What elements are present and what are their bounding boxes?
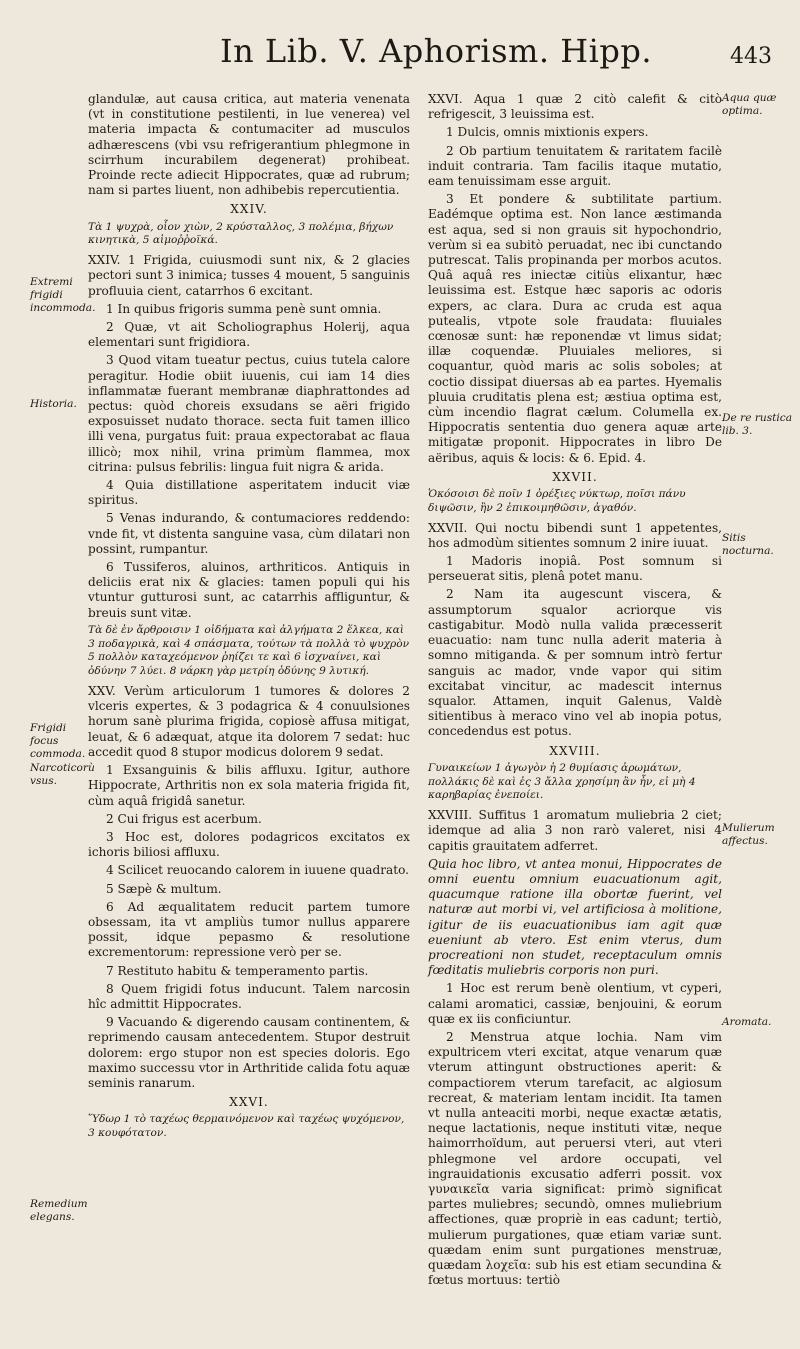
margin-note: Extremi frigidi incommoda. — [30, 276, 96, 314]
commentary-paragraph: 5 Sæpè & multum. — [106, 881, 222, 896]
running-head: In Lib. V. Aphorism. Hipp. — [220, 32, 652, 70]
greek-text: Γυναικείων 1 ἀγωγὸν ἡ 2 θυμίασις ἀρωμάτων, πολλάκις δὲ καὶ ἐς 3 ἄλλα χρησίμη ἂν ἦν, εἰ μὴ 4 καρηβαρίας ἐνεποίει. — [428, 761, 696, 802]
commentary-paragraph: 1 In quibus frigoris summa penè sunt omnia. — [106, 301, 382, 316]
greek-text: Τὰ 1 ψυχρὰ, οἷον χιὼν, 2 κρύσταλλος, 3 πολέμια, βήχων κινητικὰ, 5 αἱμοῤῥοϊκά. — [88, 220, 394, 247]
commentary-paragraph: 2 Nam ita augescunt viscera, & assumptorum squalor acriorque vis castigabitur. Modò nulla valida præcesserit euacuatio: nam tunc nulla aderit materia à somno mitiganda. & per somnum intrò fertur sanguis ac mador, vnde vapor qui sitim excitabat vincitur, ac madescit internus squalor. Attamen, inquit Galenus, Valdè sitientibus à meraco vino vel ab inopia potus, concedendus est potus. — [428, 587, 722, 739]
commentary-paragraph: 2 Cui frigus est acerbum. — [106, 811, 262, 826]
commentary-paragraph: 5 Venas indurando, & contumaciores reddendo: vnde fit, vt distenta sanguine vasa, cùm dilatari non possint, rumpantur. — [88, 511, 410, 556]
aphorism-text: XXVI. Aqua 1 quæ 2 citò calefit & citò refrigescit, 3 leuissima est. — [428, 92, 722, 122]
margin-note: De re rustica lib. 3. — [722, 412, 793, 437]
right-column — [428, 92, 722, 1291]
aphorism-text: XXVII. Qui noctu bibendi sunt 1 appetentes, hos admodùm sitientes somnum 2 inire iuuat. — [428, 520, 722, 550]
commentary-paragraph: 3 Quod vitam tueatur pectus, cuius tutela calore peragitur. Hodie obiit iuuenis, cui iam 14 dies inflammatæ fuerant membranæ diaphrattondes ad pectus: quòd choreis exsudans se aëri frigido exposuisset nudato thorace. secta fuit tamen illico illi vena, purgatus fuit: praua expectorabat ac flaua illicò; mox nihil, vrina primùm flammea, mox citrina: pulsus febrilis: lingua fuit nigra & arida. — [88, 353, 410, 474]
italic-commentary: Quia hoc libro, vt antea monui, Hippocrates de omni euentu omnium euacuationum agit, quacumque ratione illa obortæ fuerint, vel naturæ aut morbi vi, vel artificiosa à molitione, igitur de iis euacuationibus iam agit quæ eueniunt ab vtero. Est enim vterus, dum procreationi non studet, receptaculum omnis fœditatis muliebris corporis non puri. — [428, 856, 722, 978]
commentary-paragraph: 1 Exsanguinis & bilis affluxu. Igitur, authore Hippocrate, Arthritis non ex sola materia frigida fit, cùm aquâ frigidâ sanetur. — [88, 763, 410, 808]
greek-text: Ὕδωρ 1 τὸ ταχέως θερμαινόμενον καὶ ταχέως ψυχόμενον, 3 κουφότατον. — [88, 1113, 405, 1140]
margin-note: Remedium elegans. — [30, 1198, 88, 1223]
left-column — [88, 92, 410, 1146]
greek-text: Ὁκόσοισι δὲ ποῖν 1 ὀρέξιες νύκτωρ, ποῖσι πάνυ διψῶσιν, ἢν 2 ἐπικοιμηθῶσιν, ἀγαθόν. — [428, 488, 686, 514]
commentary-paragraph: 1 Madoris inopiâ. Post somnum si perseuerat sitis, plenâ potet manu. — [428, 554, 722, 584]
commentary-paragraph: 9 Vacuando & digerendo causam continentem, & reprimendo causam antecedentem. Stupor destruit dolorem: ergo stupor non est species doloris. Ego maximo successu vtor in Arthritide calida fotu aquæ seminis ranarum. — [88, 1015, 410, 1090]
commentary-paragraph: 2 Ob partium tenuitatem & raritatem facilè induit contraria. Tam facilis itaque mutatio, eam tenuissimam esse arguit. — [428, 143, 722, 189]
section-number: XXVI. — [229, 1095, 269, 1110]
commentary-paragraph: 6 Ad æqualitatem reducit partem tumore obsessam, ita vt ampliùs tumor nullus apparere possit, idque pepasmo & resolutione excrementorum: repressione verò per se. — [88, 899, 410, 960]
commentary-paragraph: 6 Tussiferos, aluinos, arthriticos. Antiquis in deliciis erat nix & glacies: tamen populi qui his vtuntur gutturosi sunt, ac catarrhis affliguntur, & breuis sunt vitæ. — [88, 560, 410, 620]
commentary-paragraph: 3 Hoc est, dolores podagricos excitatos ex ichoris biliosi affluxu. — [88, 829, 410, 860]
commentary-paragraph: 2 Quæ, vt ait Scholiographus Holerij, aqua elementari sunt frigidiora. — [88, 320, 410, 350]
commentary-paragraph: 4 Quia distillatione asperitatem inducit viæ spiritus. — [88, 478, 410, 508]
page-number: 443 — [730, 44, 772, 69]
commentary-paragraph: 4 Scilicet reuocando calorem in iuuene quadrato. — [106, 863, 410, 878]
greek-text: Τὰ δὲ ἐν ἄρθροισιν 1 οἰδήματα καὶ ἀλγήματα 2 ἕλκεα, καὶ 3 ποδαγρικὰ, καὶ 4 σπάσματα, τούτων τὰ πολλὰ τὸ ψυχρὸν 5 πολλὸν καταχεόμενον ῥηίζει τε καὶ 6 ἰσχναίνει, καὶ ὀδύνην 7 λύει. 8 νάρκη γὰρ μετρίη ὀδύνης 9 λυτική. — [88, 623, 410, 678]
margin-note: Aqua quæ optima. — [722, 92, 777, 117]
commentary-paragraph: 8 Quem frigidi fotus inducunt. Talem narcosin hîc admittit Hippocrates. — [88, 981, 410, 1011]
margin-note: Aromata. — [722, 1016, 772, 1028]
section-number: XXVIII. — [549, 743, 601, 758]
aphorism-text: XXIV. 1 Frigida, cuiusmodi sunt nix, & 2 glacies pectori sunt 3 inimica; tusses 4 mouent, 5 sanguinis profluuia cient, catarrhos 6 excitant. — [88, 253, 410, 298]
aphorism-text: XXV. Verùm articulorum 1 tumores & dolores 2 vlceris expertes, & 3 podagrica & 4 conuulsiones horum sanè plurima frigida, copiosè affusa mitigat, leuat, & 6 adæquat, atque ita dolorem 7 sedat: huc accedit quod 8 stupor modicus dolorem 9 sedat. — [88, 684, 410, 759]
margin-note: Mulierum affectus. — [722, 822, 775, 847]
margin-note: Sitis nocturna. — [722, 532, 774, 557]
margin-note: Narcoticorù vsus. — [30, 762, 95, 787]
margin-note: Frigidi focus commoda. — [30, 722, 86, 760]
margin-note: Historia. — [30, 398, 77, 410]
commentary-paragraph: 1 Dulcis, omnis mixtionis expers. — [446, 125, 649, 140]
commentary-paragraph: 1 Hoc est rerum benè olentium, vt cyperi, calami aromatici, cassiæ, benjouini, & eorum quæ ex iis conficiuntur. — [428, 981, 722, 1026]
section-number: XXVII. — [552, 469, 598, 484]
aphorism-text: glandulæ, aut causa critica, aut materia venenata (vt in constitutione pestilenti, in lue venerea) vel materia impacta & contumaciter ad musculos adhærescens (vbi vsu refrigerantium phlegmone in scirrhum incurabilem degenerat) prohibeat. Proinde recte adiecit Hippocrates, quæ ad rubrum; nam si partes liuent, non adhibebis repercutientia. — [88, 92, 410, 198]
commentary-paragraph: 7 Restituto habitu & temperamento partis. — [106, 963, 369, 978]
commentary-paragraph: 3 Et pondere & subtilitate partium. Eadémque optima est. Non lance æstimanda est aqua, sed si non grauis sit hypochondrio, verùm si ea subitò peruadat, nec ibi cunctando putrescat. Talis propinanda per morbos acutos. Quâ aquâ res iniectæ citiùs elixantur, hæc leuissima est. Estque hæc saporis ac odoris expers, ac clara. Dura ac cruda est aqua putealis, vtpote sole fraudata: fluuiales cœnosæ sunt: hæ reponendæ vt limus sidat; illæ coquendæ. Pluuiales meliores, si coquantur, quòd maris ac solis soboles; at coctio dissipat diuersas ab ea partes. Hyemalis pluuia cruditatis plena est; æstiua optima est, cùm incendio flagrat cælum. Columella ex. Hippocratis sententia duo genera aquæ arte mitigatæ proponit. Hippocrates in libro De aëribus, aquis & locis: & 6. Epid. 4. — [428, 192, 722, 465]
section-number: XXIV. — [230, 202, 268, 217]
aphorism-text: XXVIII. Suffitus 1 aromatum muliebria 2 ciet; idemque ad alia 3 non rarò valeret, nisi 4 capitis grauitatem adferret. — [428, 808, 722, 853]
commentary-paragraph: 2 Menstrua atque lochia. Nam vim expultricem vteri excitat, atque venarum quæ vterum attingunt obstructiones aperit: & compactiorem vterum tarefacit, ac algiosum recreat, & materiam lentam incidit. Ita tamen vt nulla anteaciti morbi, neque exactæ ætatis, neque lactationis, neque instituti vitæ, neque haimorrhoïdum, aut peruersi vteri, aut vteri phlegmone vel ardore occupati, vel ingrauidationis excusatio adferri possit. vox γυναικεῖα varia significat: primò significat partes muliebres; secundò, omnes muliebrium affectiones, quæ propriè in eas cadunt; tertiò, mulierum purgationes, quæ etiam variæ sunt. quædam enim sunt purgationes menstruæ, quædam λοχεῖα: sub his est etiam secundina & fœtus mortuus: tertiò — [428, 1029, 722, 1288]
